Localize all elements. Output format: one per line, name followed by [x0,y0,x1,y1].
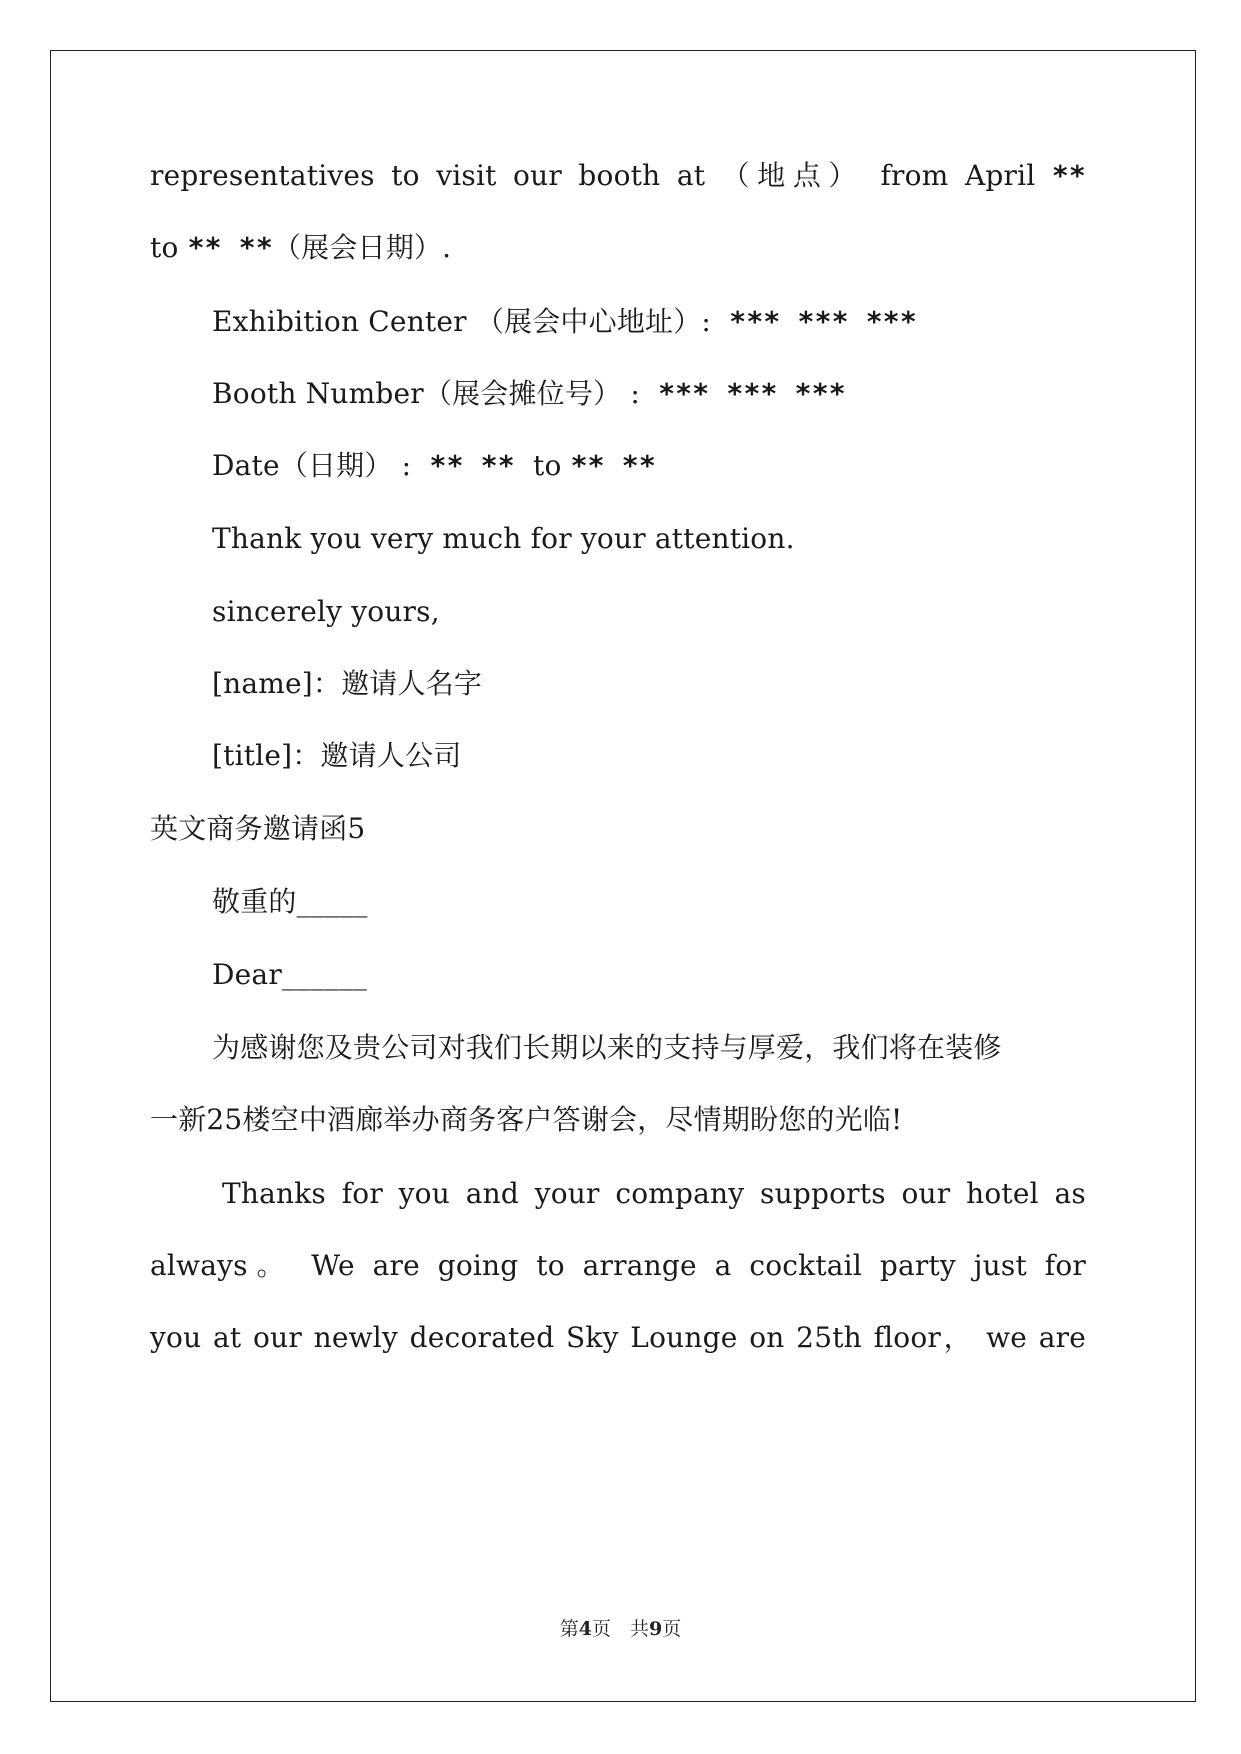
text-segment: representatives to visit our booth at （地点） from April [150,159,1052,192]
current-page-number: 4 [578,1618,592,1640]
paragraph-en-line-2: always。 We are going to arrange a cocktail party just for [150,1249,1086,1282]
exhibition-center-line [212,302,917,342]
paragraph-en-line-3: you at our newly decorated Sky Lounge on 25th floor， we are [150,1321,1086,1354]
total-page-count: 9 [649,1618,663,1640]
booth-number-line [212,374,846,414]
footer-text: 页 共 [591,1618,649,1640]
booth-number-label: Booth Number（展会摊位号） : [212,377,650,410]
salutation-en: Dear______ [212,958,368,991]
date-label: Date（日期） : [212,449,421,482]
section-heading: 英文商务邀请函5 [150,812,366,845]
paragraph-cn-line-1: 为感谢您及贵公司对我们长期以来的支持与厚爱，我们将在装修 [212,1031,1002,1064]
page-footer [0,1614,1241,1641]
date-end-value: ** ** [570,449,656,482]
footer-text: 页 [662,1618,682,1640]
paragraph-en-line-1: Thanks for you and your company supports our hotel as [222,1177,1086,1210]
date-line [212,446,656,486]
name-line: [name]：邀请人名字 [212,667,483,700]
text-line-1 [150,156,1086,196]
date-start-value: ** ** [429,449,515,482]
text-segment: to [514,449,571,482]
text-line-2 [150,228,451,268]
placeholder-stars: ** [1051,159,1086,192]
footer-text: 第 [559,1618,579,1640]
page-border [50,50,1196,1702]
paragraph-cn-line-2: 一新25楼空中酒廊举办商务客户答谢会，尽情期盼您的光临! [150,1103,903,1136]
thanks-line: Thank you very much for your attention. [212,522,795,555]
title-line: [title]：邀请人公司 [212,739,462,772]
exhibition-center-value: *** *** *** [729,305,917,338]
salutation-cn: 敬重的_____ [212,885,368,918]
exhibition-center-label: Exhibition Center （展会中心地址）: [212,305,721,338]
booth-number-value: *** *** *** [658,377,846,410]
text-segment: to [150,231,188,264]
placeholder-stars: ** ** [187,231,273,264]
text-segment: （展会日期）. [272,231,452,264]
closing-line: sincerely yours, [212,595,440,628]
